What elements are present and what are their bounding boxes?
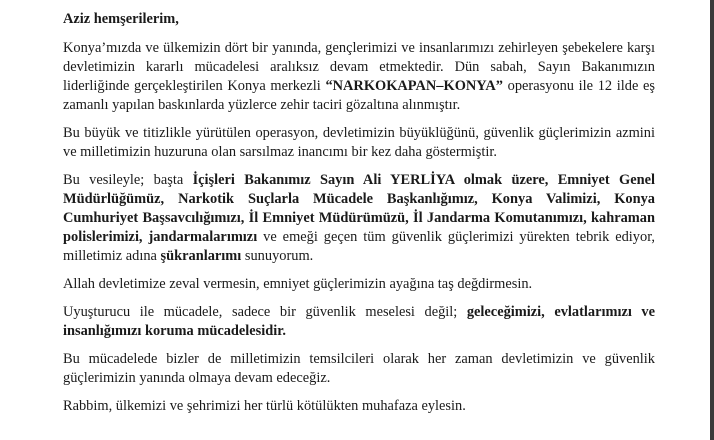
operation-name: “NARKOKAPAN–KONYA”	[325, 78, 503, 94]
paragraph-operation-text-2: operasyonu ile 12 ilde eş zamanlı yapılan baskınlarda yüzlerce zehir taciri gözaltına alınmıştır.	[63, 78, 656, 113]
paragraph-greatness: Bu büyük ve titizlikle yürütülen operasyon, devletimizin büyüklüğünü, güvenlik güçlerimizin azmini ve milletimizin huzuruna olan sarsılmaz inancımı bir kez daha göstermiştir.	[63, 125, 655, 160]
page-edge-border	[710, 0, 714, 440]
paragraph-struggle-text-1: Uyuşturucu ile mücadele, sadece bir güvenlik meselesi değil;	[63, 304, 467, 320]
paragraph-struggle-emphasis: geleceğimizi, evlatlarımızı ve insanlığımızı koruma mücadelesidir.	[63, 304, 655, 339]
paragraph-closing: Rabbim, ülkemizi ve şehrimizi her türlü kötülükten muhafaza eylesin.	[63, 398, 466, 414]
paragraph-struggle	[63, 303, 655, 341]
paragraph-thanks	[63, 171, 655, 266]
paragraph-thanks-text-2: ve emeği geçen tüm güvenlik güçlerimizi yürekten tebrik ediyor, milletimiz adına	[63, 229, 656, 264]
paragraph-thanks-text-1: Bu vesileyle; başta	[63, 172, 193, 188]
paragraph-operation-text-1: Konya’mızda ve ülkemizin dört bir yanında, gençlerimizi ve insanlarımızı zehirleyen şebekelere karşı devletimizin kararlı mücadelesi aralıksız devam etmektedir. Dün sabah, Sayın Bakanımızın liderliğinde gerçekleştirilen Konya merkezli	[63, 40, 655, 94]
greeting: Aziz hemşerilerim,	[63, 11, 179, 27]
gratitude-word: şükranlarımı	[160, 248, 242, 264]
thanked-institutions: İçişleri Bakanımız Sayın Ali YERLİYA olmak üzere, Emniyet Genel Müdürlüğümüz, Narkotik Suçlarla Mücadele Başkanlığımız, Konya Valimizi, Konya Cumhuriyet Başsavcılığımızı, İl Emniyet Müdürümüzü, İl Jandarma Komutanımızı, kahraman polislerimizi, jandarmalarımızı	[63, 172, 655, 245]
paragraph-prayer: Allah devletimize zeval vermesin, emniyet güçlerimizin ayağına taş değdirmesin.	[63, 276, 533, 292]
paragraph-support: Bu mücadelede bizler de milletimizin temsilcileri olarak her zaman devletimizin ve güvenlik güçlerimizin yanında olmaya devam edeceğiz.	[63, 351, 655, 386]
paragraph-operation	[63, 39, 655, 115]
letter-body	[63, 10, 655, 425]
paragraph-thanks-text-3: sunuyorum.	[241, 248, 314, 264]
